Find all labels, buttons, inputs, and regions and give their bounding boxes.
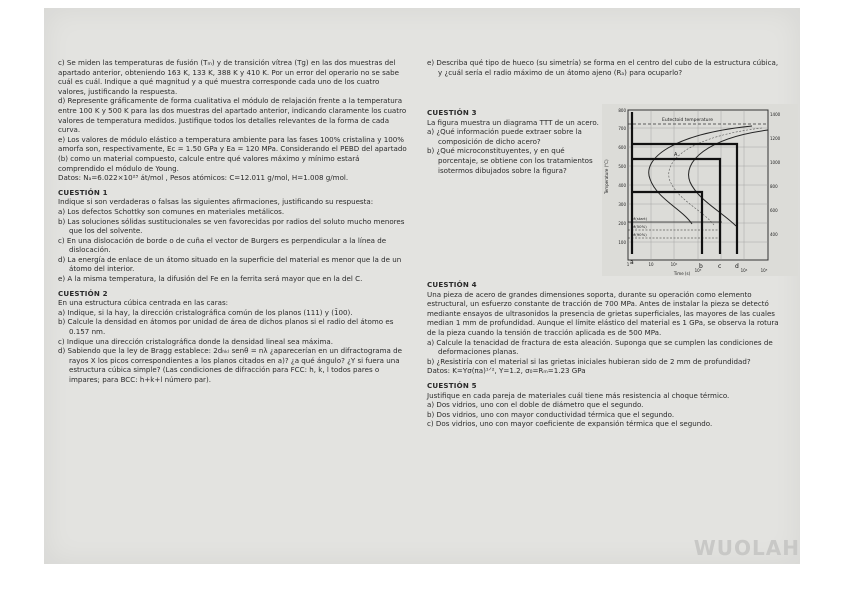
question-5-item-c: c) Dos vidrios, uno con mayor coeficiente de expansión térmica que el segundo. — [427, 419, 713, 429]
svg-text:1000: 1000 — [770, 160, 781, 165]
svg-text:10²: 10² — [670, 262, 678, 267]
svg-text:400: 400 — [618, 183, 626, 188]
path-label-c: c — [718, 263, 722, 270]
question-2-item-d: d) Sabiendo que la ley de Bragg establece: 2dₕₖₗ senθ = nλ ¿aparecerían en un difractograma de rayos X los picos correspondientes a los planos citados en a)? ¿a qué ángulo? ¿Y si fuera una estructura cúbica simple? (Las condiciones de difracción para FCC: h, k, l todos pares o impares; para BCC: h+k+l número par). — [58, 346, 402, 384]
svg-text:10: 10 — [648, 262, 654, 267]
svg-text:200: 200 — [618, 221, 626, 226]
right-column-bottom — [427, 280, 787, 429]
question-1-item-b: b) Las soluciones sólidas sustitucionales se ven favorecidas por radios del soluto mucho menores que los del solvente. — [58, 216, 405, 236]
svg-text:1200: 1200 — [770, 136, 781, 141]
question-2-item-c: c) Indique una dirección cristalográfica donde la densidad lineal sea máxima. — [58, 336, 333, 346]
path-label-b: b — [699, 263, 703, 270]
svg-text:500: 500 — [618, 164, 626, 169]
path-label-d: d — [735, 263, 739, 270]
region-label-a-upper: A — [674, 152, 678, 158]
question-1-item-c: c) En una dislocación de borde o de cuña el vector de Burgers es perpendicular a la línea de dislocación. — [58, 235, 387, 255]
right-column-top — [427, 58, 782, 77]
question-4-title: CUESTIÓN 4 — [427, 280, 477, 289]
paragraph-d: d) Represente gráficamente de forma cualitativa el módulo de relajación frente a la temperatura entre 100 K y 500 K para las dos muestras del apartado anterior, indicando claramente los cuatro valores de temperatura medidos. Justifique todos los detalles relevantes de la forma de cada curva. — [58, 96, 407, 135]
x-axis-label: Time (s) — [673, 271, 691, 276]
question-3-block — [427, 108, 602, 175]
question-4-data: Datos: K=Yσ(πa)¹ᐟ², Y=1.2, σ₀=Rₘ=1.23 GPa — [427, 366, 586, 376]
svg-text:600: 600 — [770, 208, 778, 213]
y-axis-label: Temperature (°C) — [604, 159, 609, 194]
svg-text:10³: 10³ — [694, 268, 702, 273]
question-5-lead: Justifique en cada pareja de materiales cuál tiene más resistencia al choque térmico. — [427, 390, 730, 400]
svg-text:600: 600 — [618, 145, 626, 150]
question-1-title: CUESTIÓN 1 — [58, 187, 108, 197]
question-1-item-a: a) Los defectos Schottky son comunes en materiales metálicos. — [58, 206, 285, 216]
question-4-item-b: b) ¿Resistiría con el material si las grietas iniciales hubieran sido de 2 mm de profundidad? — [427, 356, 751, 366]
question-2-item-a: a) Indique, si la hay, la dirección cristalográfica común de los planos (111) y (1̄00). — [58, 307, 353, 317]
question-2-item-e: e) Describa qué tipo de hueco (su simetría) se forma en el centro del cubo de la estructura cúbica, y ¿cuál sería el radio máximo de un átomo ajeno (Rₐ) para ocuparlo? — [427, 58, 779, 77]
question-2-title: CUESTIÓN 2 — [58, 288, 108, 298]
question-2-lead: En una estructura cúbica centrada en las caras: — [58, 298, 229, 308]
exam-page — [44, 8, 800, 564]
m90-label: M(90%) — [632, 232, 647, 237]
question-2-item-b: b) Calcule la densidad en átomos por unidad de área de dichos planos si el radio del átomo es 0.157 nm. — [58, 317, 394, 337]
svg-text:100: 100 — [618, 240, 626, 245]
svg-text:1: 1 — [626, 262, 630, 267]
svg-text:10⁵: 10⁵ — [760, 268, 768, 273]
question-1-item-d: d) La energía de enlace de un átomo situado en la superficie del material es menor que la de un átomo del interior. — [58, 254, 402, 274]
path-label-a: a — [630, 259, 634, 266]
svg-text:400: 400 — [770, 232, 778, 237]
svg-text:800: 800 — [618, 108, 626, 113]
question-5-title: CUESTIÓN 5 — [427, 380, 477, 390]
question-4-lead: Una pieza de acero de grandes dimensiones soporta, durante su operación como elemento estructural, un esfuerzo constante de tracción de 700 MPa. Antes de instalar la pieza se detectó mediante ensayos de ultrasonidos la presencia de grietas superficiales, las mayores de las cuales median 1 mm de profundidad. Aunque el límite elástico del material es 1 GPa, se observa la rotura de la pieza cuando la tensión de tracción aplicada es de 500 MPa. — [427, 289, 779, 337]
question-3-title: CUESTIÓN 3 — [427, 108, 477, 117]
paragraph-e: e) Los valores de módulo elástico a temperatura ambiente para las fases 100% cristalina y 100% amorfa son, respectivamente, Ec = 1.50 GPa y Ea = 120 MPa. Considerando el PEBD del apartado (b) como un material compuesto, calcule entre qué valores máximo y mínimo estará comprendido el módulo de Young. — [58, 134, 407, 173]
svg-text:300: 300 — [618, 202, 626, 207]
m50-label: M(50%) — [632, 224, 647, 229]
question-4-item-a: a) Calcule la tenacidad de fractura de esta aleación. Suponga que se cumplen las condiciones de deformaciones planas. — [427, 337, 773, 357]
ttt-diagram — [602, 104, 798, 276]
svg-text:800: 800 — [770, 184, 778, 189]
data-line: Datos: Nₐ=6.022×10²³ át/mol , Pesos atómicos: C=12.011 g/mol, H=1.008 g/mol. — [58, 173, 349, 183]
ms-label: M(start) — [632, 216, 648, 221]
paragraph-c: c) Se miden las temperaturas de fusión (Tₘ) y de transición vítrea (Tg) en las dos muestras del apartado anterior, obteniendo 163 K, 133 K, 388 K y 410 K. Por un error del operario no se sabe cuál es cuál. Indique a qué magnitud y a qué muestra corresponde cada uno de los cuatro valores, justificando la respuesta. — [58, 58, 399, 96]
question-5-item-b: b) Dos vidrios, uno con mayor conductividad térmica que el segundo. — [427, 409, 675, 419]
question-5-item-a: a) Dos vidrios, uno con el doble de diámetro que el segundo. — [427, 400, 644, 410]
question-1-lead: Indique si son verdaderas o falsas las siguientes afirmaciones, justificando su respuesta: — [58, 197, 374, 207]
question-3-item-a: a) ¿Qué información puede extraer sobre la composición de dicho acero? — [427, 127, 582, 146]
wuolah-watermark: WUOLAH — [693, 536, 800, 560]
question-3-item-b: b) ¿Qué microconstituyentes, y en qué porcentaje, se obtiene con los tratamientos isotermos dibujados sobre la figura? — [427, 146, 593, 175]
eutectoid-label: Eutectoid temperature — [662, 118, 714, 123]
question-3-lead: La figura muestra un diagrama TTT de un acero. — [427, 117, 599, 127]
svg-text:1400: 1400 — [770, 112, 781, 117]
svg-text:10⁴: 10⁴ — [740, 268, 748, 273]
left-column — [58, 58, 408, 385]
question-1-item-e: e) A la misma temperatura, la difusión del Fe en la ferrita será mayor que en la del C. — [58, 274, 363, 284]
svg-text:700: 700 — [618, 126, 626, 131]
